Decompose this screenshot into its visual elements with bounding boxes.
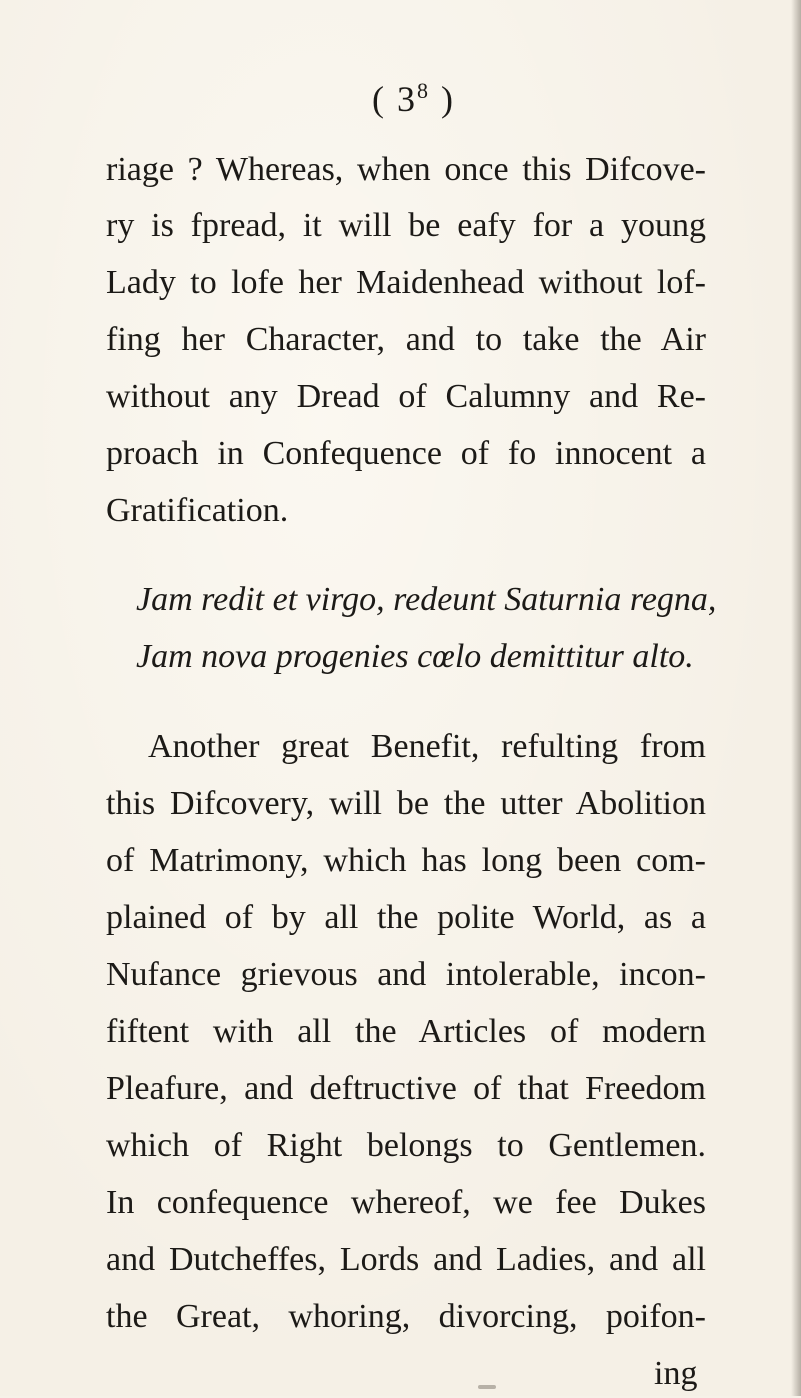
text-line: Lady to lofe her Maidenhead without lof- xyxy=(106,264,706,301)
ink-speck xyxy=(478,1385,496,1389)
text-line: Pleafure, and deftructive of that Freedom xyxy=(106,1070,706,1107)
text-line: without any Dread of Calumny and Re- xyxy=(106,378,706,415)
text-line: ry is fpread, it will be eafy for a young xyxy=(106,207,706,244)
text-line: In confequence whereof, we fee Dukes xyxy=(106,1184,706,1221)
page-number-close: ) xyxy=(430,79,455,119)
text-line: proach in Confequence of fo innocent a xyxy=(106,435,706,472)
page-edge-shadow xyxy=(791,0,801,1396)
verse-line: Jam nova progenies cœlo demittitur alto. xyxy=(136,638,694,675)
page-number-open: ( 3 xyxy=(372,79,417,119)
text-line: plained of by all the polite World, as a xyxy=(106,899,706,936)
text-line: the Great, whoring, divorcing, poifon- xyxy=(106,1298,706,1335)
catchword: ing xyxy=(654,1355,698,1392)
text-line: of Matrimony, which has long been com- xyxy=(106,842,706,879)
text-line: fing her Character, and to take the Air xyxy=(106,321,706,358)
text-line: Another great Benefit, refulting from xyxy=(148,728,706,765)
text-line: Nufance grievous and intolerable, incon- xyxy=(106,956,706,993)
text-line: this Difcovery, will be the utter Abolition xyxy=(106,785,706,822)
text-line: fiftent with all the Articles of modern xyxy=(106,1013,706,1050)
text-line: and Dutcheffes, Lords and Ladies, and all xyxy=(106,1241,706,1278)
text-line: riage ? Whereas, when once this Difcove- xyxy=(106,151,706,188)
text-line: which of Right belongs to Gentlemen. xyxy=(106,1127,706,1164)
page-number-digit: 8 xyxy=(417,78,430,103)
page-number xyxy=(372,78,455,120)
verse-line: Jam redit et virgo, redeunt Saturnia regna, xyxy=(136,581,717,618)
text-line: Gratification. xyxy=(106,492,289,529)
